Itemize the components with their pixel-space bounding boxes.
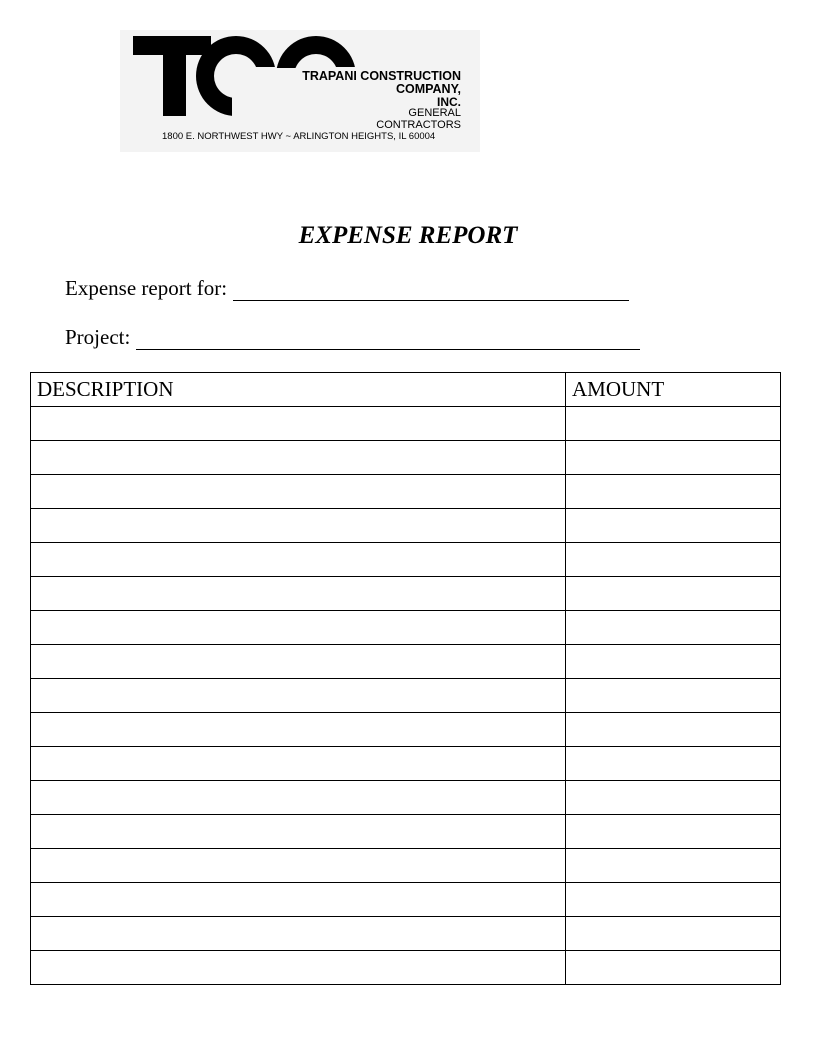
table-row <box>31 951 781 985</box>
page-title: EXPENSE REPORT <box>298 222 518 249</box>
company-logo <box>120 30 480 152</box>
table-row <box>31 407 781 441</box>
amount-cell[interactable] <box>566 577 781 611</box>
company-name-line3: INC. <box>437 95 461 109</box>
table-row <box>31 815 781 849</box>
project-input-line[interactable] <box>136 327 640 350</box>
description-cell[interactable] <box>31 713 566 747</box>
description-cell[interactable] <box>31 747 566 781</box>
table-row <box>31 713 781 747</box>
amount-cell[interactable] <box>566 951 781 985</box>
table-row <box>31 917 781 951</box>
description-cell[interactable] <box>31 679 566 713</box>
table-row <box>31 679 781 713</box>
amount-cell[interactable] <box>566 815 781 849</box>
table-header-row <box>31 373 781 407</box>
expense-for-input-line[interactable] <box>233 278 629 301</box>
table-row <box>31 577 781 611</box>
amount-cell[interactable] <box>566 441 781 475</box>
description-cell[interactable] <box>31 951 566 985</box>
amount-cell[interactable] <box>566 611 781 645</box>
company-tagline1: GENERAL <box>408 107 461 119</box>
amount-cell[interactable] <box>566 543 781 577</box>
project-label: Project: <box>65 325 131 349</box>
table-row <box>31 543 781 577</box>
company-name-line2: COMPANY, <box>395 82 461 96</box>
company-address: 1800 E. NORTHWEST HWY ~ ARLINGTON HEIGHTS, IL 60004 <box>162 131 436 142</box>
table-row <box>31 781 781 815</box>
amount-cell[interactable] <box>566 509 781 543</box>
amount-cell[interactable] <box>566 917 781 951</box>
description-cell[interactable] <box>31 815 566 849</box>
description-cell[interactable] <box>31 917 566 951</box>
table-row <box>31 509 781 543</box>
table-row <box>31 475 781 509</box>
description-cell[interactable] <box>31 441 566 475</box>
description-cell[interactable] <box>31 475 566 509</box>
amount-cell[interactable] <box>566 883 781 917</box>
amount-cell[interactable] <box>566 713 781 747</box>
company-name-line1: TRAPANI CONSTRUCTION <box>302 69 461 83</box>
description-cell[interactable] <box>31 407 566 441</box>
description-cell[interactable] <box>31 781 566 815</box>
description-header: DESCRIPTION <box>31 373 566 407</box>
table-row <box>31 883 781 917</box>
amount-cell[interactable] <box>566 407 781 441</box>
company-tagline2: CONTRACTORS <box>376 119 461 131</box>
amount-cell[interactable] <box>566 747 781 781</box>
project-field <box>65 325 640 350</box>
table-body <box>31 407 781 985</box>
expense-for-label: Expense report for: <box>65 276 228 300</box>
amount-cell[interactable] <box>566 645 781 679</box>
table-row <box>31 611 781 645</box>
amount-cell[interactable] <box>566 849 781 883</box>
expense-for-field <box>65 276 629 301</box>
table-row <box>31 441 781 475</box>
table-row <box>31 645 781 679</box>
description-cell[interactable] <box>31 883 566 917</box>
description-cell[interactable] <box>31 611 566 645</box>
amount-cell[interactable] <box>566 781 781 815</box>
description-cell[interactable] <box>31 849 566 883</box>
description-cell[interactable] <box>31 509 566 543</box>
expense-table <box>30 372 781 985</box>
description-cell[interactable] <box>31 645 566 679</box>
amount-cell[interactable] <box>566 475 781 509</box>
description-cell[interactable] <box>31 577 566 611</box>
amount-cell[interactable] <box>566 679 781 713</box>
description-cell[interactable] <box>31 543 566 577</box>
table-row <box>31 747 781 781</box>
amount-header: AMOUNT <box>566 373 781 407</box>
table-row <box>31 849 781 883</box>
